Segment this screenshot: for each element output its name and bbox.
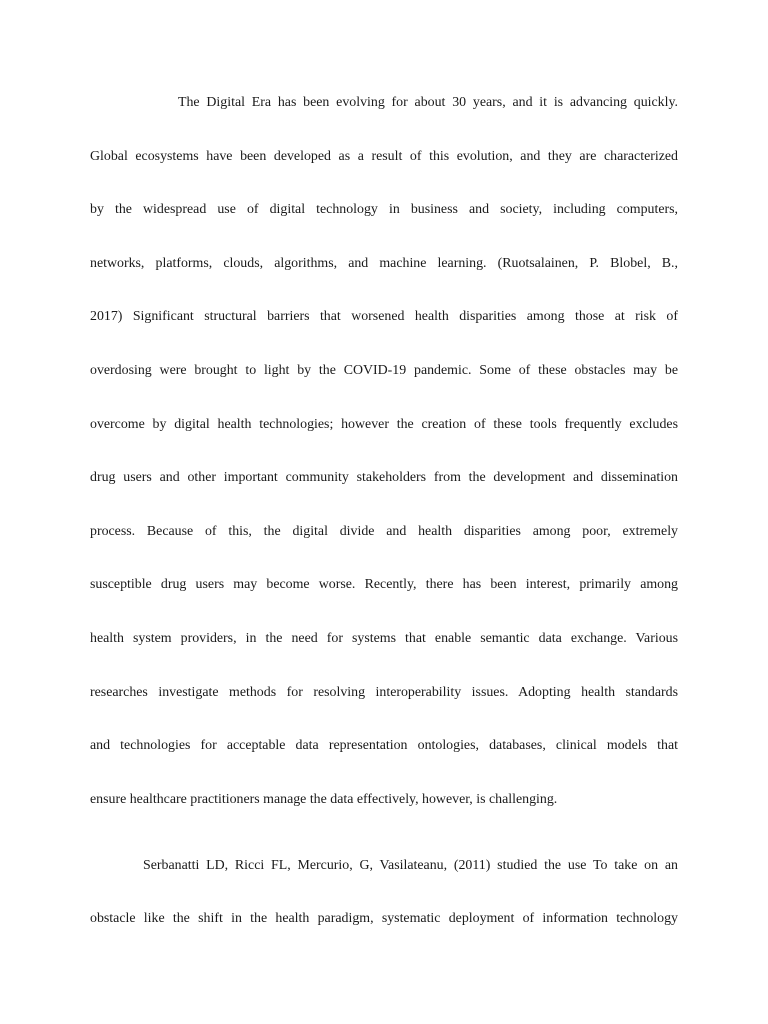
paragraph-1-line-4: networks, platforms, clouds, algorithms, and machine learning. (Ruotsalainen, P. Blobel, B., bbox=[90, 256, 678, 271]
paragraph-1-line-11: health system providers, in the need for systems that enable semantic data exchange. Various bbox=[90, 631, 678, 646]
paragraph-1-line-8: drug users and other important community stakeholders from the development and dissemination bbox=[90, 470, 678, 485]
paragraph-2-line-1: Serbanatti LD, Ricci FL, Mercurio, G, Vasilateanu, (2011) studied the use To take on an bbox=[143, 858, 678, 873]
paragraph-1-line-12: researches investigate methods for resolving interoperability issues. Adopting health standards bbox=[90, 685, 678, 700]
paragraph-1-line-3: by the widespread use of digital technology in business and society, including computers, bbox=[90, 202, 678, 217]
paragraph-1-line-2: Global ecosystems have been developed as a result of this evolution, and they are characterized bbox=[90, 149, 678, 164]
paragraph-1-line-14: ensure healthcare practitioners manage the data effectively, however, is challenging. bbox=[90, 792, 558, 807]
paragraph-1-line-9: process. Because of this, the digital divide and health disparities among poor, extremely bbox=[90, 524, 678, 539]
paragraph-1-line-5: 2017) Significant structural barriers that worsened health disparities among those at risk of bbox=[90, 309, 678, 324]
paragraph-2-line-2: obstacle like the shift in the health paradigm, systematic deployment of information technology bbox=[90, 911, 678, 926]
paragraph-1-line-7: overcome by digital health technologies; however the creation of these tools frequently excludes bbox=[90, 417, 678, 432]
paragraph-1-line-13: and technologies for acceptable data representation ontologies, databases, clinical models that bbox=[90, 738, 678, 753]
paragraph-1-line-1: The Digital Era has been evolving for about 30 years, and it is advancing quickly. bbox=[178, 95, 678, 110]
paragraph-1-line-6: overdosing were brought to light by the COVID-19 pandemic. Some of these obstacles may be bbox=[90, 363, 678, 378]
paragraph-1-line-10: susceptible drug users may become worse. Recently, there has been interest, primarily among bbox=[90, 577, 678, 592]
